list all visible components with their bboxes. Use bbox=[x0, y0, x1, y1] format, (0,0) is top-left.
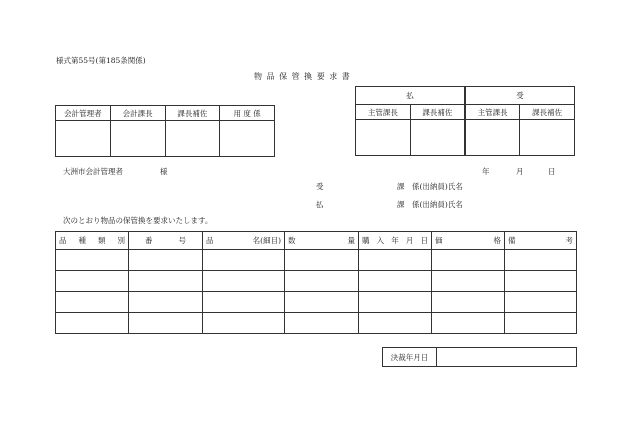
table-row bbox=[56, 313, 577, 334]
decision-date-table bbox=[382, 347, 577, 367]
table-cell[interactable] bbox=[129, 271, 203, 292]
stamp-header: 用 度 係 bbox=[220, 106, 275, 121]
decision-date-field[interactable] bbox=[437, 348, 577, 367]
items-table bbox=[55, 231, 577, 334]
table-row bbox=[56, 250, 577, 271]
decision-date-label: 決裁年月日 bbox=[383, 348, 437, 367]
stamp-cell[interactable] bbox=[410, 120, 465, 156]
table-cell[interactable] bbox=[203, 271, 285, 292]
table-cell[interactable] bbox=[505, 292, 577, 313]
column-header: 購 入 年 月 日 bbox=[359, 232, 432, 250]
column-header: 数 量 bbox=[285, 232, 359, 250]
stamp-cell[interactable] bbox=[56, 121, 111, 157]
addressee-honorific: 様 bbox=[160, 167, 168, 176]
stamp-header: 主管課長 bbox=[465, 105, 520, 120]
signature-receive-prefix: 受 bbox=[316, 182, 324, 191]
date-month: 月 bbox=[516, 167, 524, 176]
table-cell[interactable] bbox=[359, 313, 432, 334]
table-cell[interactable] bbox=[505, 271, 577, 292]
stamp-cell[interactable] bbox=[356, 120, 411, 156]
table-cell[interactable] bbox=[432, 271, 505, 292]
stamp-header: 会計管理者 bbox=[56, 106, 111, 121]
table-cell[interactable] bbox=[129, 292, 203, 313]
stamp-cell[interactable] bbox=[110, 121, 165, 157]
intro-text: 次のとおり物品の保管換を要求いたします。 bbox=[63, 216, 213, 225]
stamp-cell[interactable] bbox=[165, 121, 220, 157]
table-cell[interactable] bbox=[56, 271, 129, 292]
table-cell[interactable] bbox=[359, 292, 432, 313]
table-row bbox=[56, 271, 577, 292]
stamp-header: 課長補佐 bbox=[165, 106, 220, 121]
table-cell[interactable] bbox=[505, 250, 577, 271]
table-cell[interactable] bbox=[359, 250, 432, 271]
left-approval-table bbox=[55, 105, 275, 157]
signature-receive-label: 課 係(出納員)氏名 bbox=[397, 182, 463, 191]
column-header: 番 号 bbox=[129, 232, 203, 250]
stamp-header: 課長補佐 bbox=[520, 105, 575, 120]
signature-pay-prefix: 払 bbox=[316, 200, 324, 209]
table-row bbox=[56, 292, 577, 313]
table-cell[interactable] bbox=[203, 313, 285, 334]
signature-pay-label: 課 係(出納員)氏名 bbox=[397, 200, 463, 209]
table-cell[interactable] bbox=[432, 292, 505, 313]
items-header-row bbox=[56, 232, 577, 250]
table-cell[interactable] bbox=[203, 250, 285, 271]
right-approval-table bbox=[355, 86, 575, 156]
page-title: 物 品 保 管 換 要 求 書 bbox=[254, 72, 351, 81]
stamp-cell[interactable] bbox=[465, 120, 520, 156]
table-cell[interactable] bbox=[285, 313, 359, 334]
column-header: 品 名(細目) bbox=[203, 232, 285, 250]
stamp-cell[interactable] bbox=[520, 120, 575, 156]
stamp-header: 会計課長 bbox=[110, 106, 165, 121]
date-day: 日 bbox=[548, 167, 556, 176]
stamp-cell[interactable] bbox=[220, 121, 275, 157]
table-cell[interactable] bbox=[129, 313, 203, 334]
stamp-header: 主管課長 bbox=[356, 105, 411, 120]
pay-group-header: 払 bbox=[356, 87, 466, 105]
table-cell[interactable] bbox=[285, 250, 359, 271]
form-number: 様式第55号(第185条関係) bbox=[56, 56, 146, 65]
column-header: 備 考 bbox=[505, 232, 577, 250]
column-header: 品 種 類 別 bbox=[56, 232, 129, 250]
table-cell[interactable] bbox=[56, 250, 129, 271]
column-header: 価 格 bbox=[432, 232, 505, 250]
stamp-header: 課長補佐 bbox=[410, 105, 465, 120]
table-cell[interactable] bbox=[505, 313, 577, 334]
table-cell[interactable] bbox=[56, 313, 129, 334]
receive-group-header: 受 bbox=[465, 87, 575, 105]
table-cell[interactable] bbox=[203, 292, 285, 313]
table-cell[interactable] bbox=[432, 250, 505, 271]
date-year: 年 bbox=[482, 167, 490, 176]
table-cell[interactable] bbox=[56, 292, 129, 313]
addressee: 大洲市会計管理者 bbox=[63, 167, 123, 176]
table-cell[interactable] bbox=[285, 292, 359, 313]
table-cell[interactable] bbox=[432, 313, 505, 334]
table-cell[interactable] bbox=[129, 250, 203, 271]
table-cell[interactable] bbox=[285, 271, 359, 292]
table-cell[interactable] bbox=[359, 271, 432, 292]
